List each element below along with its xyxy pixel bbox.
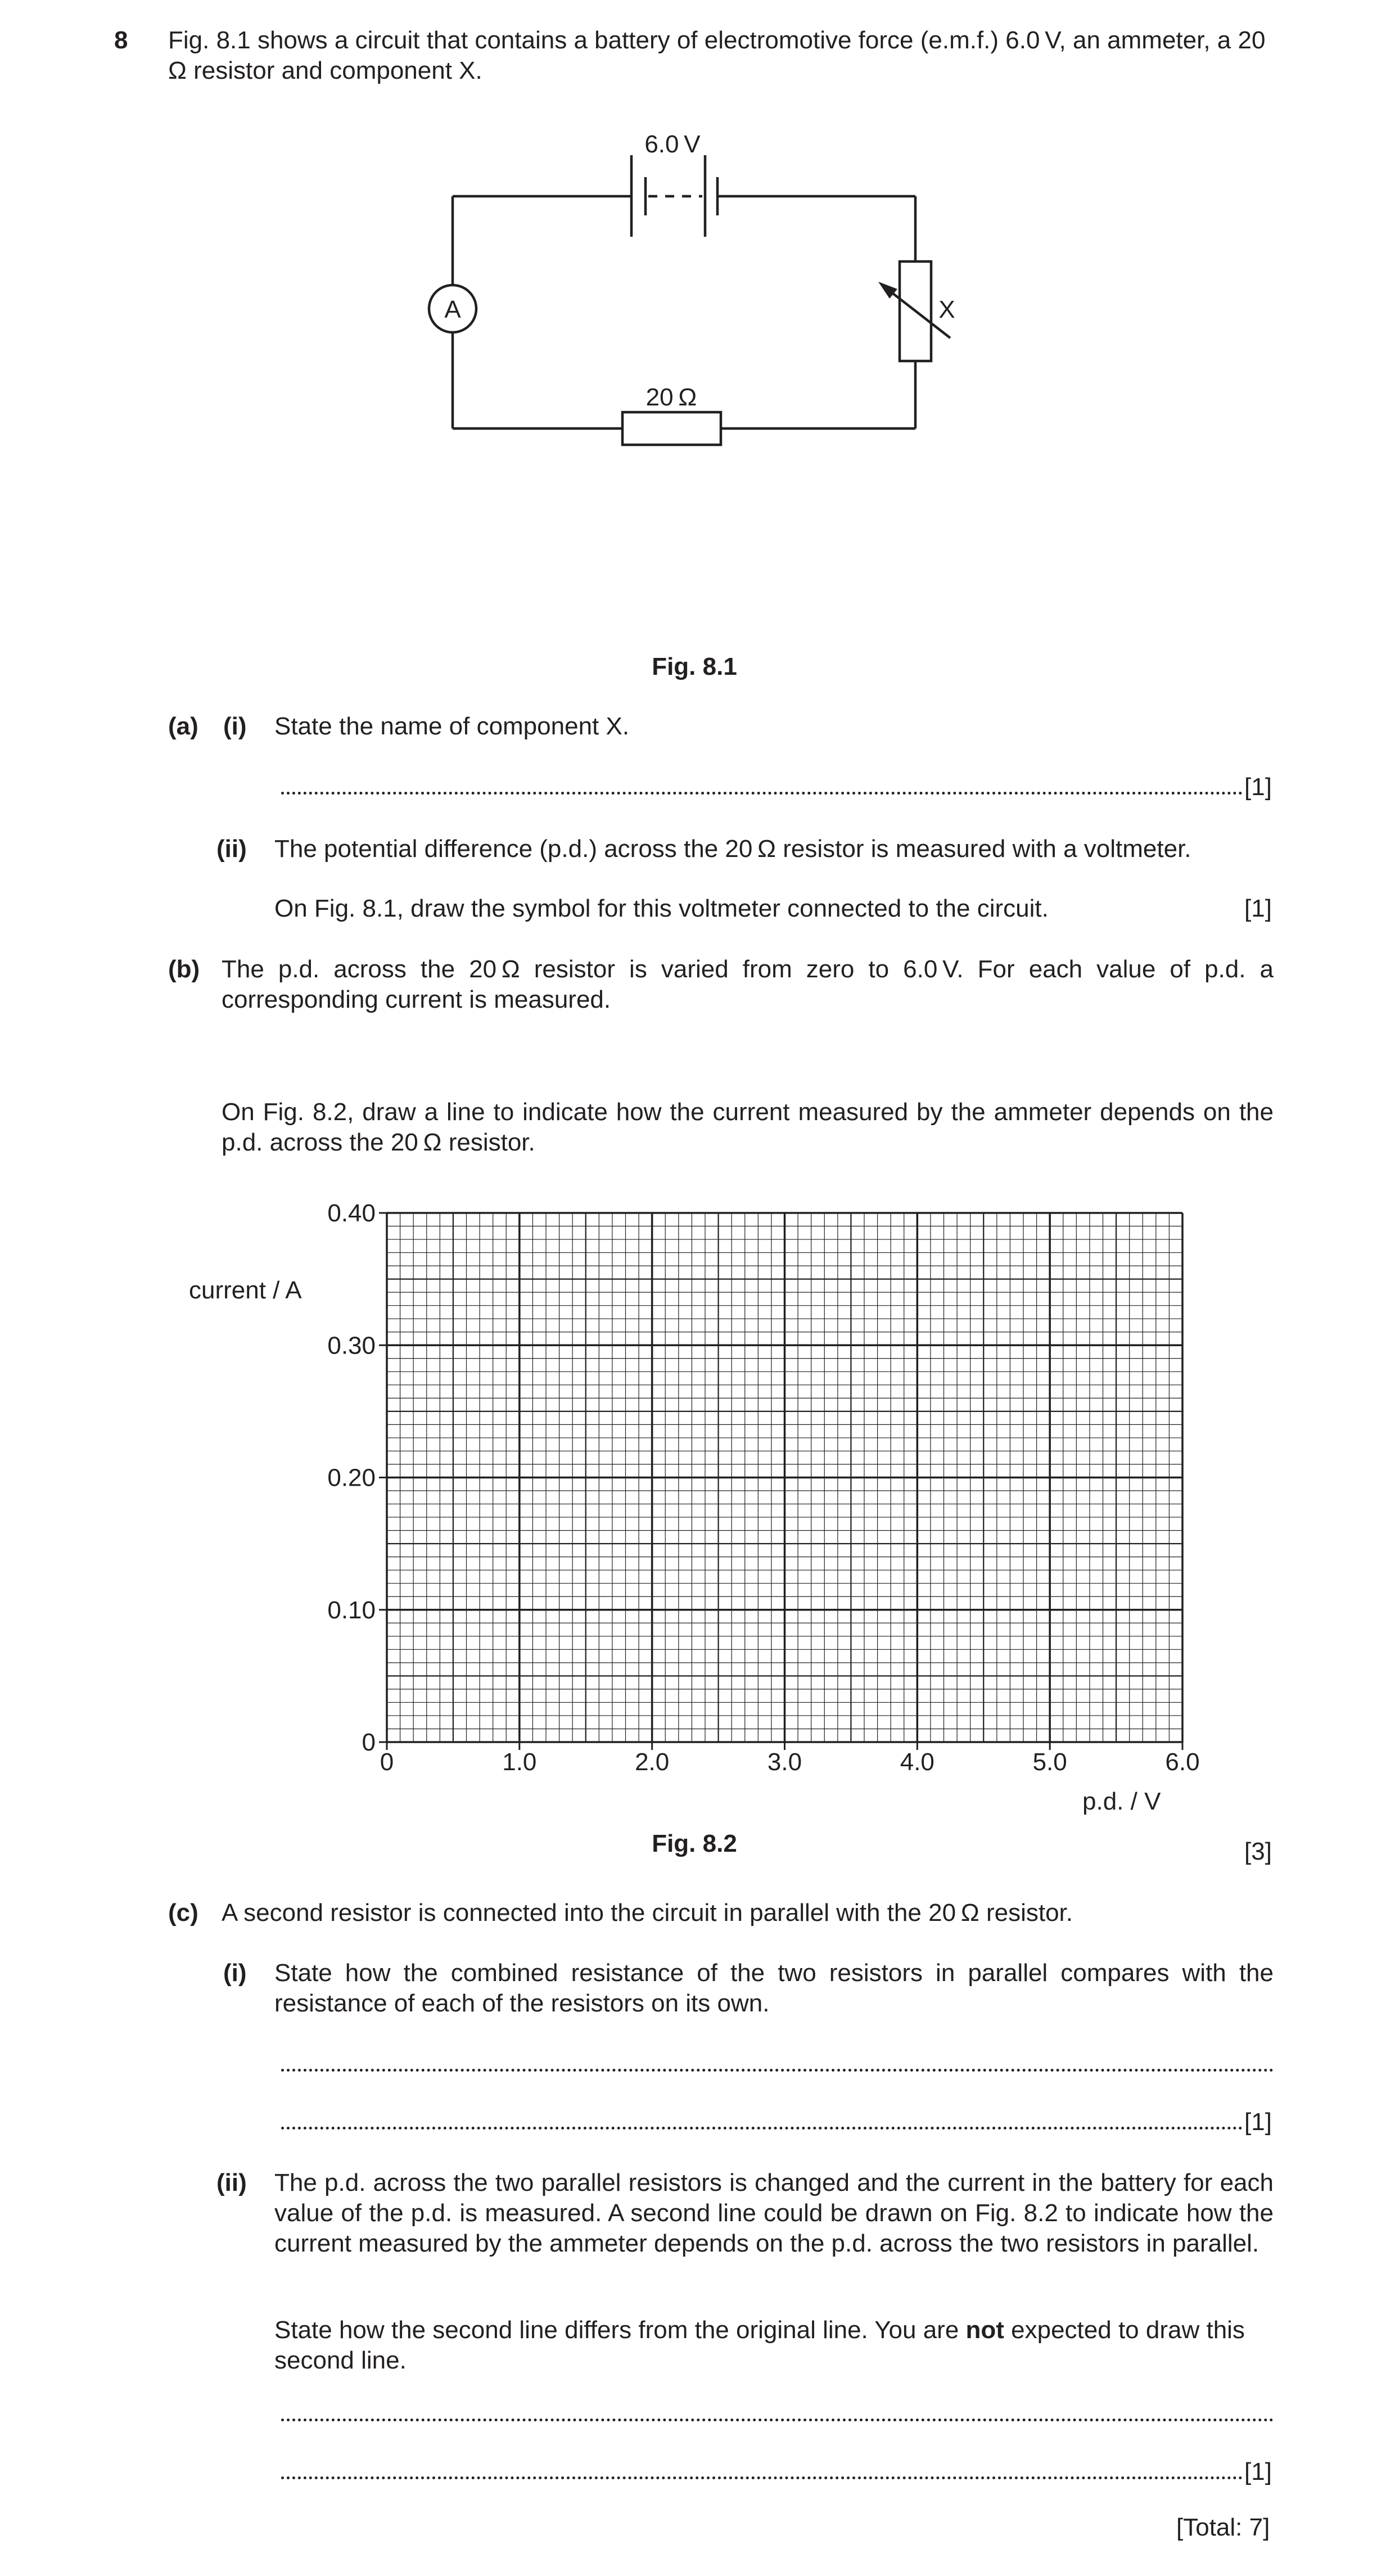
- x-tick-label: 3.0: [767, 1748, 802, 1776]
- fig81-caption: Fig. 8.1: [652, 653, 737, 680]
- answer-line-c-i-2[interactable]: [281, 2127, 1243, 2130]
- y-tick-label: 0: [362, 1729, 376, 1756]
- y-axis-label: current / A: [189, 1276, 302, 1304]
- mark-a-i: [1]: [1244, 773, 1272, 801]
- part-a-ii-text1: The potential difference (p.d.) across the 20 Ω resistor is measured with a voltmeter.: [274, 835, 1191, 863]
- circuit-diagram: [0, 0, 1395, 562]
- question-intro: Fig. 8.1 shows a circuit that contains a battery of electromotive force (e.m.f.) 6.0 V, an ammeter, a 20 Ω resistor and component X.: [168, 26, 1271, 84]
- total-marks: [Total: 7]: [1176, 2514, 1270, 2541]
- x-tick-label: 0: [380, 1748, 394, 1776]
- x-tick-label: 2.0: [635, 1748, 670, 1776]
- x-axis-label: p.d. / V: [1082, 1788, 1161, 1815]
- part-c-ii-text2-emphasis: not: [965, 2316, 1004, 2344]
- mark-b: [3]: [1244, 1838, 1272, 1865]
- part-a-i-text: State the name of component X.: [274, 712, 630, 740]
- graph-fig82[interactable]: [0, 1181, 1395, 1816]
- mark-c-ii: [1]: [1244, 2458, 1272, 2485]
- part-c-i-label: (i): [223, 1959, 247, 1987]
- mark-c-i: [1]: [1244, 2108, 1272, 2136]
- answer-line-c-ii-2[interactable]: [281, 2476, 1243, 2479]
- component-x-label: X: [938, 296, 955, 323]
- fig82-caption: Fig. 8.2: [652, 1830, 737, 1857]
- x-tick-label: 1.0: [502, 1748, 537, 1776]
- part-c-ii-text2-end: expected to draw this second line.: [274, 2316, 1245, 2374]
- battery-label: 6.0 V: [644, 130, 701, 158]
- resistor-20-ohm: [622, 412, 721, 445]
- part-b-text2: On Fig. 8.2, draw a line to indicate how the current measured by the ammeter depends on the p.d. across the 20 Ω resistor.: [222, 1098, 1274, 1156]
- part-b-text1: The p.d. across the 20 Ω resistor is varied from zero to 6.0 V. For each value of p.d. a corresponding current is measured.: [222, 955, 1274, 1013]
- answer-line-a-i[interactable]: [281, 792, 1243, 795]
- y-tick-label: 0.30: [327, 1332, 376, 1360]
- y-tick-label: 0.20: [327, 1464, 376, 1492]
- y-tick-label: 0.40: [327, 1199, 376, 1227]
- part-a-ii-label: (ii): [216, 835, 247, 863]
- x-tick-label: 6.0: [1165, 1748, 1200, 1776]
- part-a-label: (a): [168, 712, 198, 740]
- part-c-label: (c): [168, 1899, 198, 1927]
- answer-line-c-i-1[interactable]: [281, 2069, 1274, 2072]
- part-a-i-label: (i): [223, 712, 247, 740]
- part-c-ii-text2: [274, 2315, 1274, 2376]
- part-c-ii-text1: The p.d. across the two parallel resistors is changed and the current in the battery for each value of the p.d. is measured. A second line could be drawn on Fig. 8.2 to indicate how the current measured by the ammeter depends on the p.d. across the two resistors in parallel.: [274, 2169, 1274, 2257]
- question-number: 8: [114, 26, 128, 54]
- part-b-label: (b): [168, 955, 200, 983]
- x-tick-label: 5.0: [1032, 1748, 1067, 1776]
- part-c-ii-text2-start: State how the second line differs from the original line. You are: [274, 2316, 966, 2344]
- y-tick-label: 0.10: [327, 1596, 376, 1624]
- mark-a-ii: [1]: [1244, 895, 1272, 922]
- part-c-ii-label: (ii): [216, 2169, 247, 2196]
- answer-line-c-ii-1[interactable]: [281, 2419, 1274, 2421]
- resistor-label: 20 Ω: [645, 384, 697, 411]
- part-c-text: A second resistor is connected into the circuit in parallel with the 20 Ω resistor.: [222, 1899, 1073, 1927]
- ammeter-label: A: [444, 296, 461, 323]
- part-c-i-text: State how the combined resistance of the two resistors in parallel compares with the resistance of each of the resistors on its own.: [274, 1959, 1274, 2017]
- x-tick-label: 4.0: [900, 1748, 934, 1776]
- part-a-ii-text2: On Fig. 8.1, draw the symbol for this voltmeter connected to the circuit.: [274, 895, 1049, 922]
